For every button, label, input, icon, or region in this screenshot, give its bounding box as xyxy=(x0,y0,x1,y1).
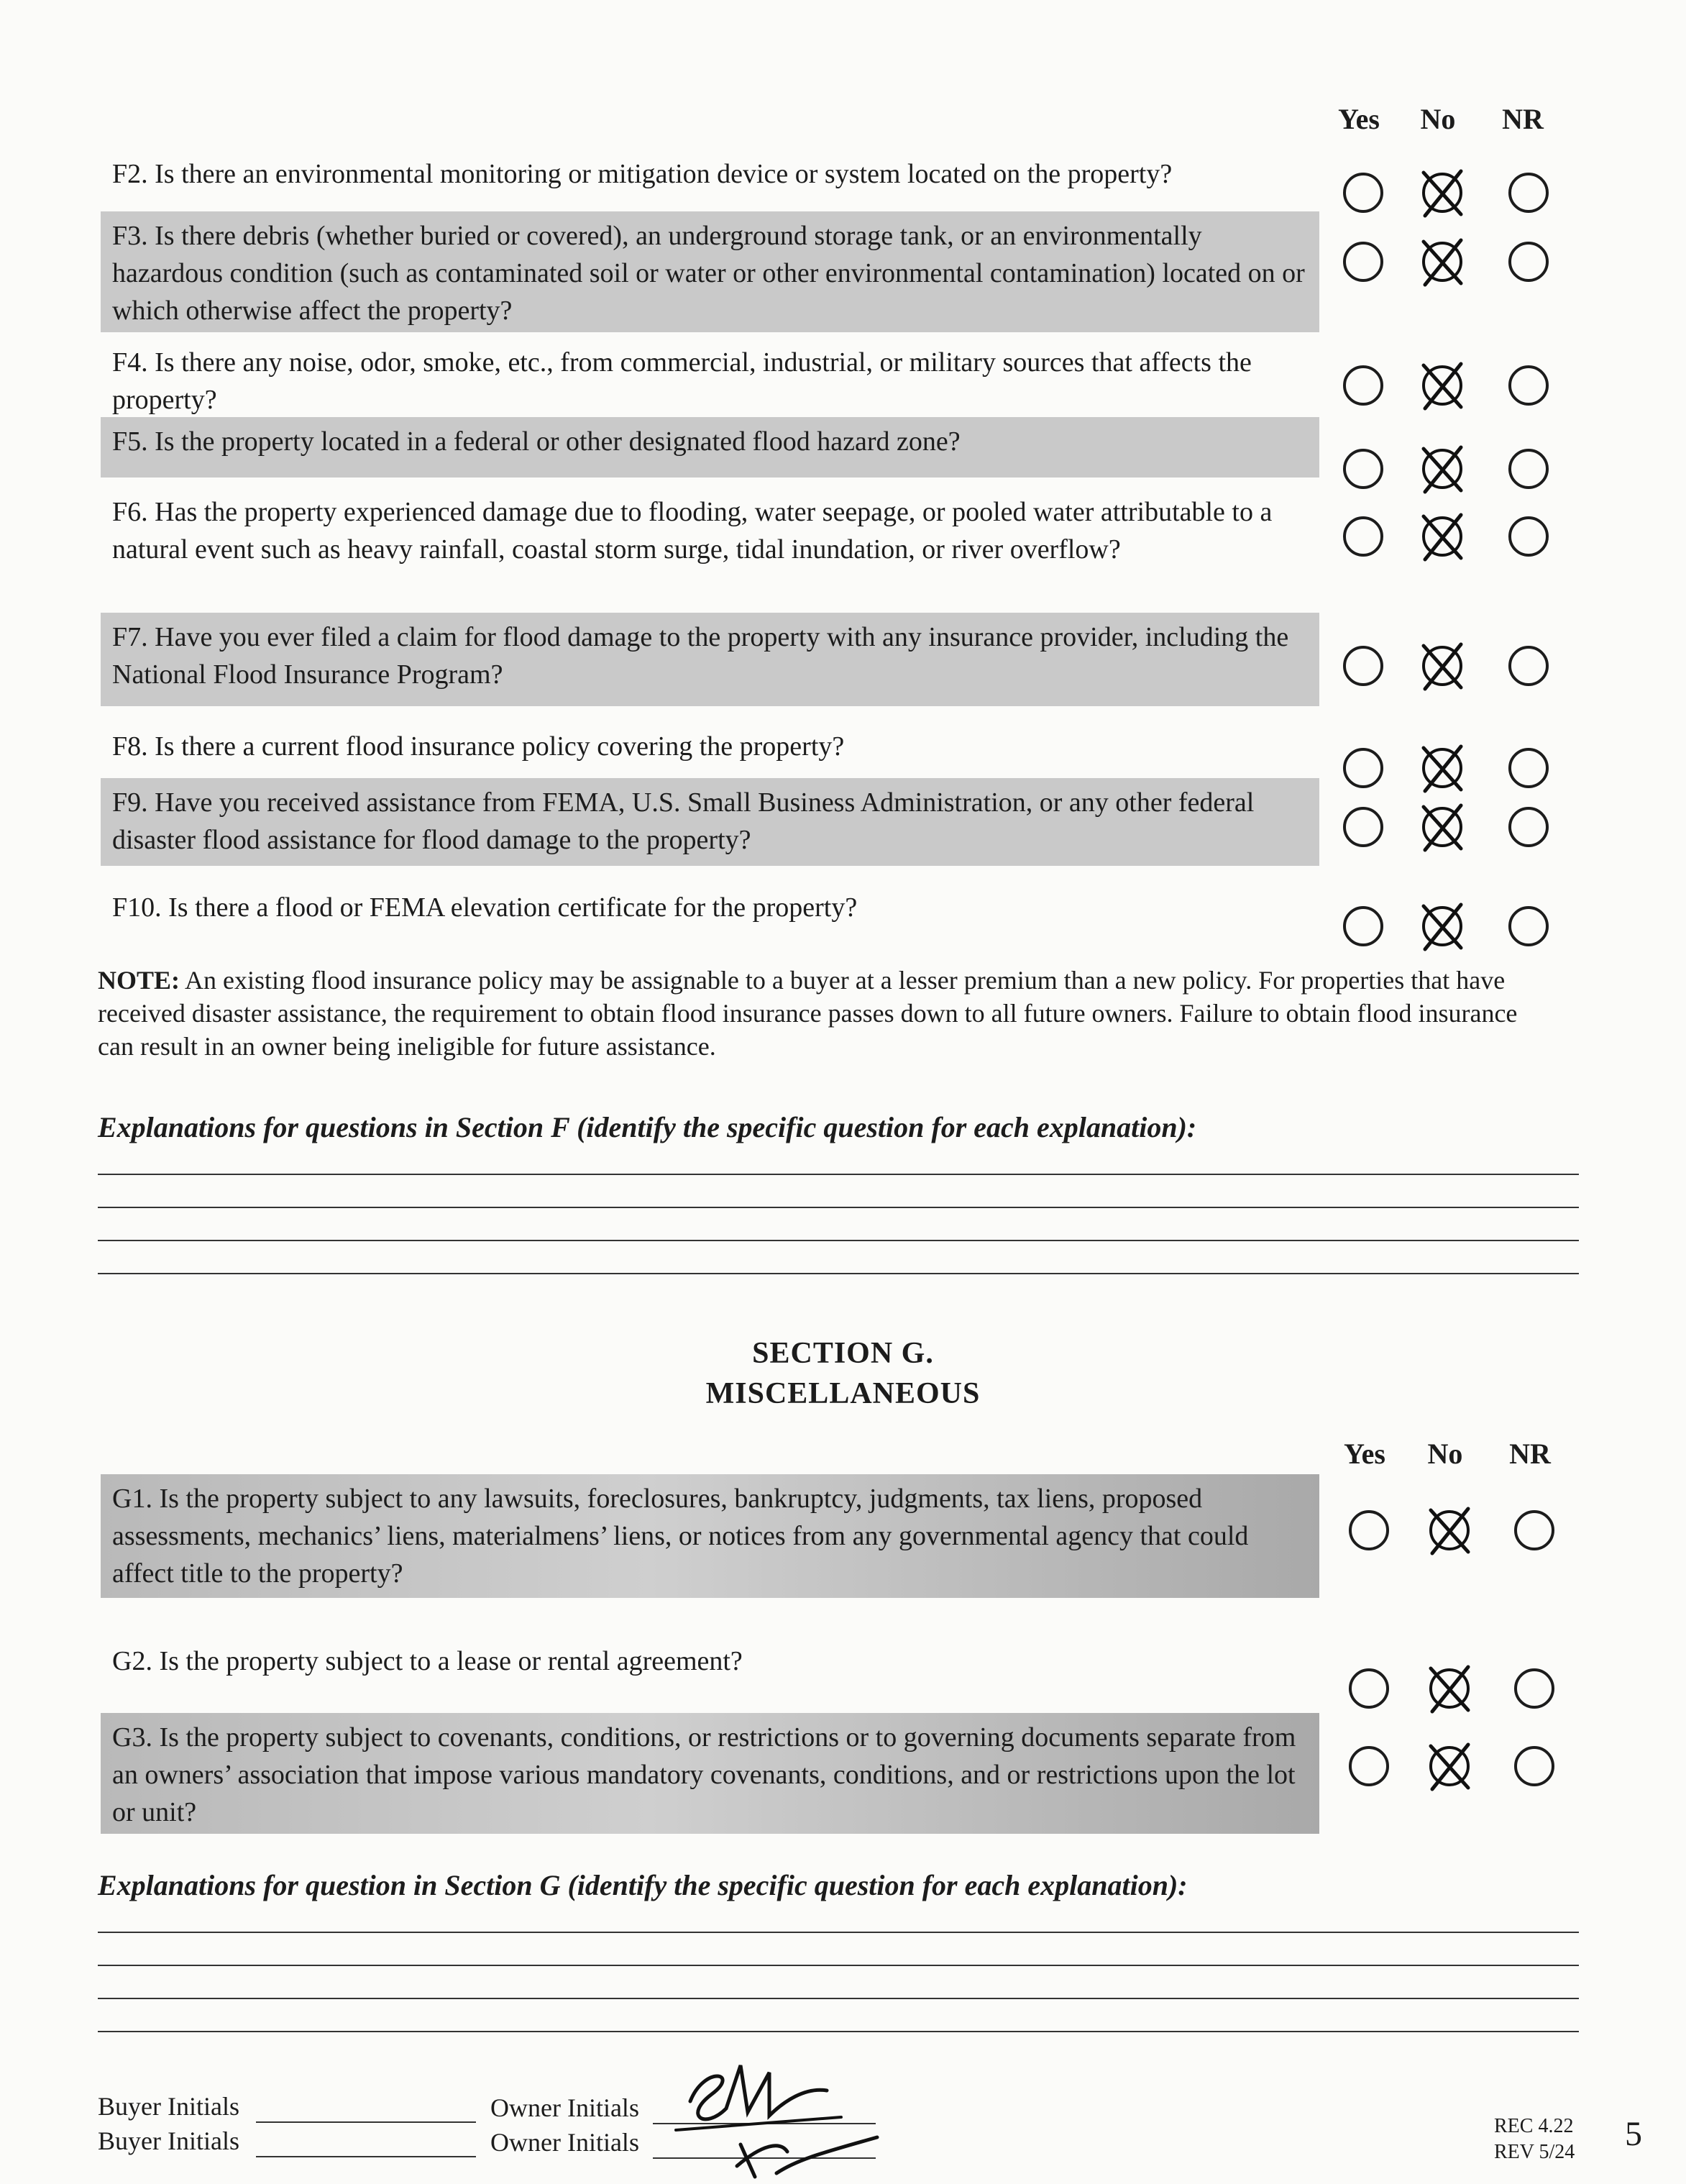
radio-f6-nr-option[interactable] xyxy=(1508,516,1549,557)
radio-g2-no-checked-mark[interactable] xyxy=(1421,1660,1478,1717)
buyer-initials-label: Buyer Initials xyxy=(98,2126,239,2155)
radio-f6-yes-option[interactable] xyxy=(1343,516,1383,557)
column-header-no: No xyxy=(1427,1438,1463,1470)
explanation-line[interactable] xyxy=(98,1240,1579,1241)
radio-f4-yes-option[interactable] xyxy=(1343,365,1383,406)
column-header-yes: Yes xyxy=(1338,103,1380,135)
radio-f7-nr-option[interactable] xyxy=(1508,646,1549,686)
radio-f5-yes-option[interactable] xyxy=(1343,449,1383,489)
question-f7: F7. Have you ever filed a claim for flood damage to the property with any insurance provider, including the National Flood Insurance Program? xyxy=(101,613,1319,706)
column-header-nr: NR xyxy=(1509,1438,1551,1470)
radio-g2-nr-option[interactable] xyxy=(1514,1668,1554,1709)
radio-g3-yes-option[interactable] xyxy=(1349,1746,1389,1786)
radio-f9-nr-option[interactable] xyxy=(1508,807,1549,847)
radio-f8-yes-option[interactable] xyxy=(1343,748,1383,788)
explanation-line[interactable] xyxy=(98,1273,1579,1274)
radio-g2-yes-option[interactable] xyxy=(1349,1668,1389,1709)
owner-initials-label: Owner Initials xyxy=(490,2128,639,2157)
radio-f3-yes-option[interactable] xyxy=(1343,242,1383,282)
question-f6: F6. Has the property experienced damage due to flooding, water seepage, or pooled water attributable to a natural event such as heavy rainfall, coastal storm surge, tidal inundation, or river overflow? xyxy=(112,497,1273,565)
note-text: An existing flood insurance policy may be assignable to a buyer at a lesser premium than a new policy. For properties that have received disaster assistance, the requirement to obtain flood insurance passes down to all future owners. Failure to obtain flood insurance can result in an owner being ineligible for future assistance. xyxy=(98,966,1518,1061)
explanation-line[interactable] xyxy=(98,1174,1579,1175)
radio-f3-nr-option[interactable] xyxy=(1508,242,1549,282)
question-f3: F3. Is there debris (whether buried or covered), an underground storage tank, or an environmentally hazardous condition (such as contaminated soil or water or other environmental contamination) located on or which otherwise affect the property? xyxy=(101,211,1319,332)
radio-f8-nr-option[interactable] xyxy=(1508,748,1549,788)
page-number: 5 xyxy=(1625,2115,1642,2153)
note-label: NOTE: xyxy=(98,966,180,995)
section-g-heading: SECTION G. xyxy=(752,1337,934,1370)
column-header-nr: NR xyxy=(1502,103,1544,135)
question-f8: F8. Is there a current flood insurance policy covering the property? xyxy=(112,731,845,762)
explanation-line[interactable] xyxy=(98,2031,1579,2032)
radio-f3-no-checked-mark[interactable] xyxy=(1414,233,1471,291)
buyer-initials-field[interactable] xyxy=(256,2121,476,2123)
radio-g3-nr-option[interactable] xyxy=(1514,1746,1554,1786)
radio-g3-no-checked-mark[interactable] xyxy=(1421,1737,1478,1795)
radio-g1-nr-option[interactable] xyxy=(1514,1510,1554,1550)
radio-g1-yes-option[interactable] xyxy=(1349,1510,1389,1550)
section-f-explanations-label: Explanations for questions in Section F (identify the specific question for each explanation): xyxy=(98,1111,1197,1143)
radio-f9-yes-option[interactable] xyxy=(1343,807,1383,847)
explanation-line[interactable] xyxy=(98,1965,1579,1966)
form-revision: REV 5/24 xyxy=(1494,2141,1575,2163)
question-f5: F5. Is the property located in a federal or other designated flood hazard zone? xyxy=(101,417,1319,478)
radio-f5-nr-option[interactable] xyxy=(1508,449,1549,489)
radio-f9-no-checked-mark[interactable] xyxy=(1414,798,1471,856)
radio-f4-nr-option[interactable] xyxy=(1508,365,1549,406)
radio-f10-no-checked-mark[interactable] xyxy=(1414,897,1471,955)
buyer-initials-field[interactable] xyxy=(256,2156,476,2157)
section-g-explanations-label: Explanations for question in Section G (identify the specific question for each explanation): xyxy=(98,1869,1188,1901)
question-f10: F10. Is there a flood or FEMA elevation certificate for the property? xyxy=(112,892,858,923)
flood-insurance-note xyxy=(98,964,1557,1063)
question-f4: F4. Is there any noise, odor, smoke, etc., from commercial, industrial, or military sources that affects the property? xyxy=(112,347,1252,415)
question-g3: G3. Is the property subject to covenants, conditions, or restrictions or to governing documents separate from an owners’ association that impose various mandatory covenants, conditions, and or restrictions upon the lot or unit? xyxy=(101,1713,1319,1834)
radio-g1-no-checked-mark[interactable] xyxy=(1421,1502,1478,1559)
question-f9: F9. Have you received assistance from FEMA, U.S. Small Business Administration, or any other federal disaster flood assistance for flood damage to the property? xyxy=(101,778,1319,866)
buyer-initials-label: Buyer Initials xyxy=(98,2092,239,2121)
owner-initials-label: Owner Initials xyxy=(490,2093,639,2122)
radio-f10-nr-option[interactable] xyxy=(1508,906,1549,946)
radio-f2-no-checked-mark[interactable] xyxy=(1414,164,1471,221)
radio-f6-no-checked-mark[interactable] xyxy=(1414,508,1471,565)
radio-f2-yes-option[interactable] xyxy=(1343,173,1383,213)
section-g-subheading: MISCELLANEOUS xyxy=(705,1377,981,1410)
radio-f7-no-checked-mark[interactable] xyxy=(1414,637,1471,695)
radio-f4-no-checked-mark[interactable] xyxy=(1414,357,1471,414)
owner-signature-initials xyxy=(661,2051,906,2180)
radio-f7-yes-option[interactable] xyxy=(1343,646,1383,686)
radio-f8-no-checked-mark[interactable] xyxy=(1414,739,1471,797)
radio-f5-no-checked-mark[interactable] xyxy=(1414,440,1471,498)
form-code: REC 4.22 xyxy=(1494,2115,1574,2137)
explanation-line[interactable] xyxy=(98,1207,1579,1208)
question-f2: F2. Is there an environmental monitoring or mitigation device or system located on the property? xyxy=(112,159,1173,189)
question-g1: G1. Is the property subject to any lawsuits, foreclosures, bankruptcy, judgments, tax liens, proposed assessments, mechanics’ liens, materialmens’ liens, or notices from any governmental agency that could affect title to the property? xyxy=(101,1474,1319,1598)
column-header-no: No xyxy=(1420,103,1456,135)
explanation-line[interactable] xyxy=(98,1998,1579,1999)
explanation-line[interactable] xyxy=(98,1932,1579,1933)
radio-f2-nr-option[interactable] xyxy=(1508,173,1549,213)
radio-f10-yes-option[interactable] xyxy=(1343,906,1383,946)
column-header-yes: Yes xyxy=(1344,1438,1385,1470)
question-g2: G2. Is the property subject to a lease or rental agreement? xyxy=(112,1646,743,1676)
